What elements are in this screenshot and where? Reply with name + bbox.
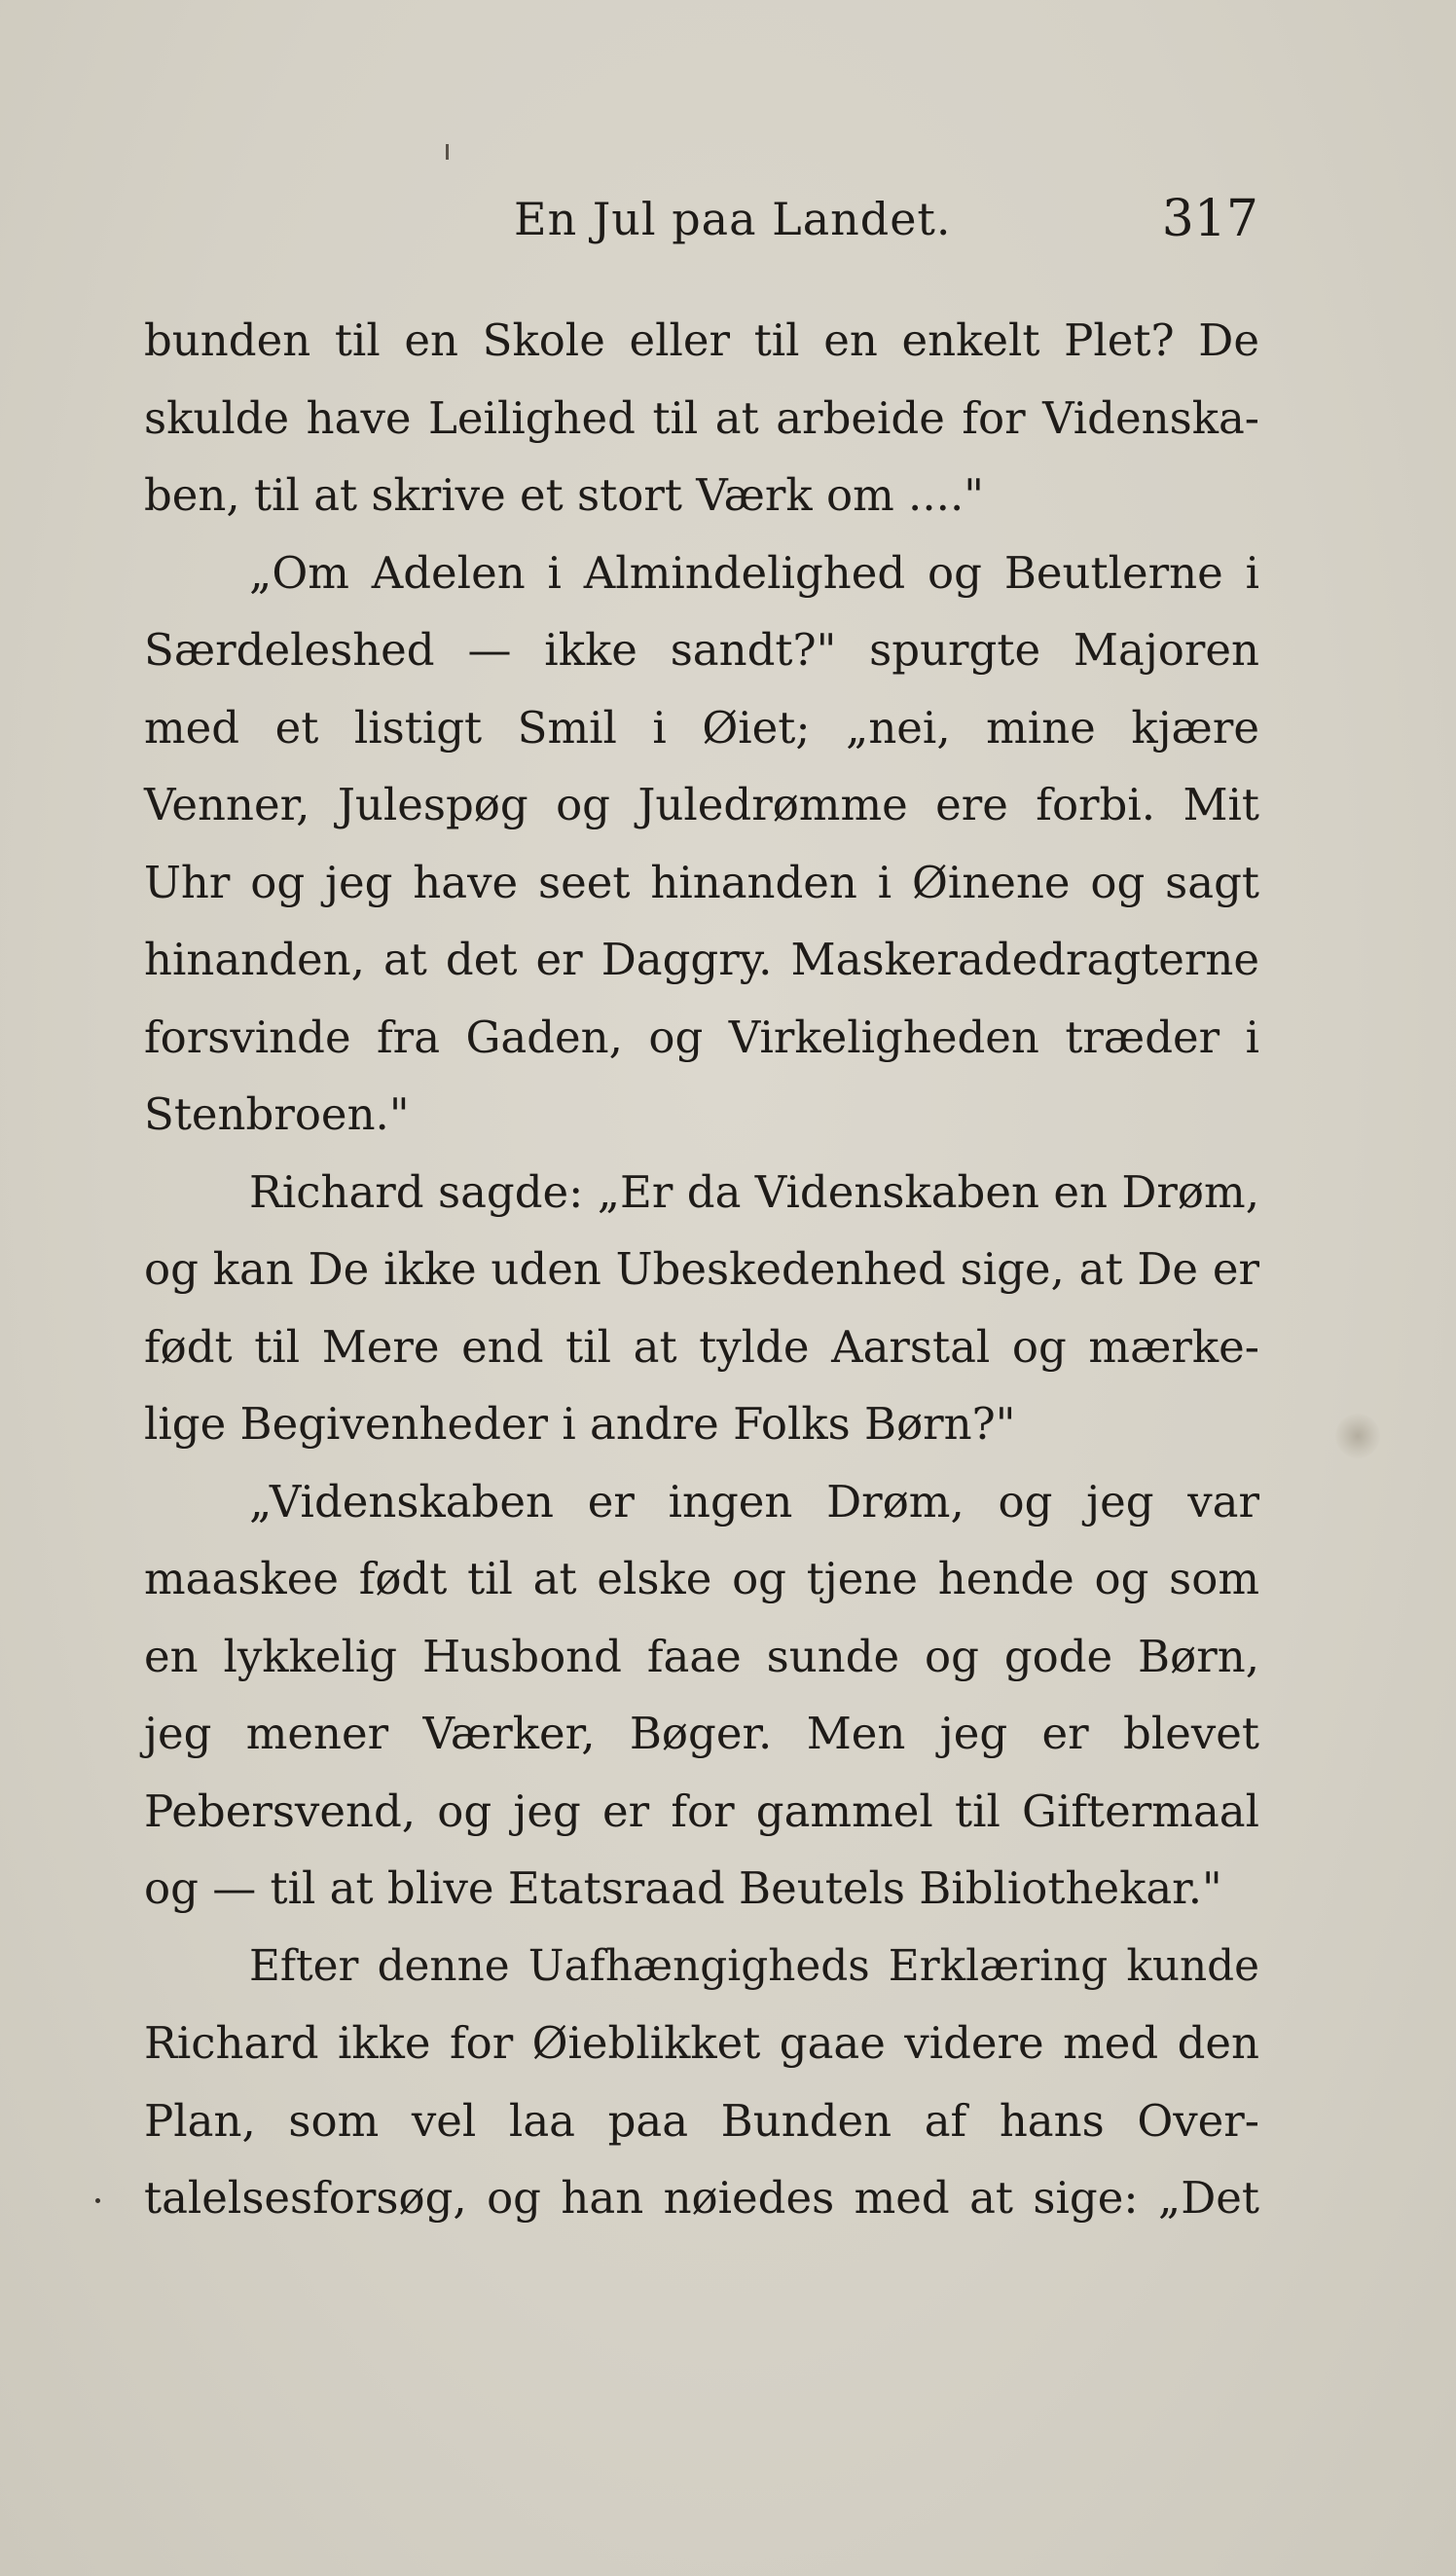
text-line: forsvinde fra Gaden, og Virkeligheden træder i [144, 1011, 1259, 1063]
text-line: en lykkelig Husbond faae sunde og gode Børn, [144, 1630, 1259, 1682]
page-number: 317 [1161, 190, 1258, 248]
text-line: talelsesforsøg, og han nøiedes med at sige: „Det [144, 2172, 1259, 2224]
text-line: ben, til at skrive et stort Værk om ...." [144, 469, 984, 521]
text-line: Richard sagde: „Er da Videnskaben en Drøm, [249, 1165, 1259, 1218]
text-line: Efter denne Uafhængigheds Erklæring kunde [249, 1940, 1259, 1991]
text-line: Uhr og jeg have seet hinanden i Øinene og sagt [144, 856, 1259, 908]
paper-smudge [1335, 1414, 1380, 1458]
text-line: „Videnskaben er ingen Drøm, og jeg var [249, 1475, 1259, 1527]
text-line: bunden til en Skole eller til en enkelt Plet? De [144, 314, 1259, 366]
text-line: med et listigt Smil i Øiet; „nei, mine kjære [144, 701, 1259, 754]
print-mark [446, 144, 449, 160]
running-title: En Jul paa Landet. [514, 193, 952, 245]
text-line: lige Begivenheder i andre Folks Børn?" [144, 1398, 1016, 1450]
text-line: Venner, Julespøg og Juledrømme ere forbi. Mit [144, 779, 1259, 830]
text-line: jeg mener Værker, Bøger. Men jeg er blevet [144, 1708, 1259, 1759]
text-line: Særdeleshed — ikke sandt?" spurgte Majoren [144, 624, 1259, 676]
text-line: hinanden, at det er Daggry. Maskeradedragterne [144, 934, 1259, 985]
text-line: og kan De ikke uden Ubeskedenhed sige, at De er [144, 1243, 1259, 1295]
text-line: skulde have Leilighed til at arbeide for Videnska- [144, 391, 1259, 444]
text-line: Richard ikke for Øieblikket gaae videre med den [144, 2017, 1259, 2069]
text-line: „Om Adelen i Almindelighed og Beutlerne i [249, 546, 1259, 599]
margin-dot [95, 2198, 100, 2203]
text-line: maaskee født til at elske og tjene hende og som [144, 1553, 1259, 1604]
body-text [144, 302, 1259, 2237]
text-line: født til Mere end til at tylde Aarstal og mærke- [144, 1320, 1259, 1373]
text-line: Pebersvend, og jeg er for gammel til Giftermaal [144, 1785, 1259, 1837]
text-line: og — til at blive Etatsraad Beutels Bibliothekar." [144, 1862, 1222, 1914]
page-header [0, 180, 1456, 258]
text-line: Stenbroen." [144, 1088, 410, 1140]
text-line: Plan, som vel laa paa Bunden af hans Over- [144, 2094, 1259, 2147]
